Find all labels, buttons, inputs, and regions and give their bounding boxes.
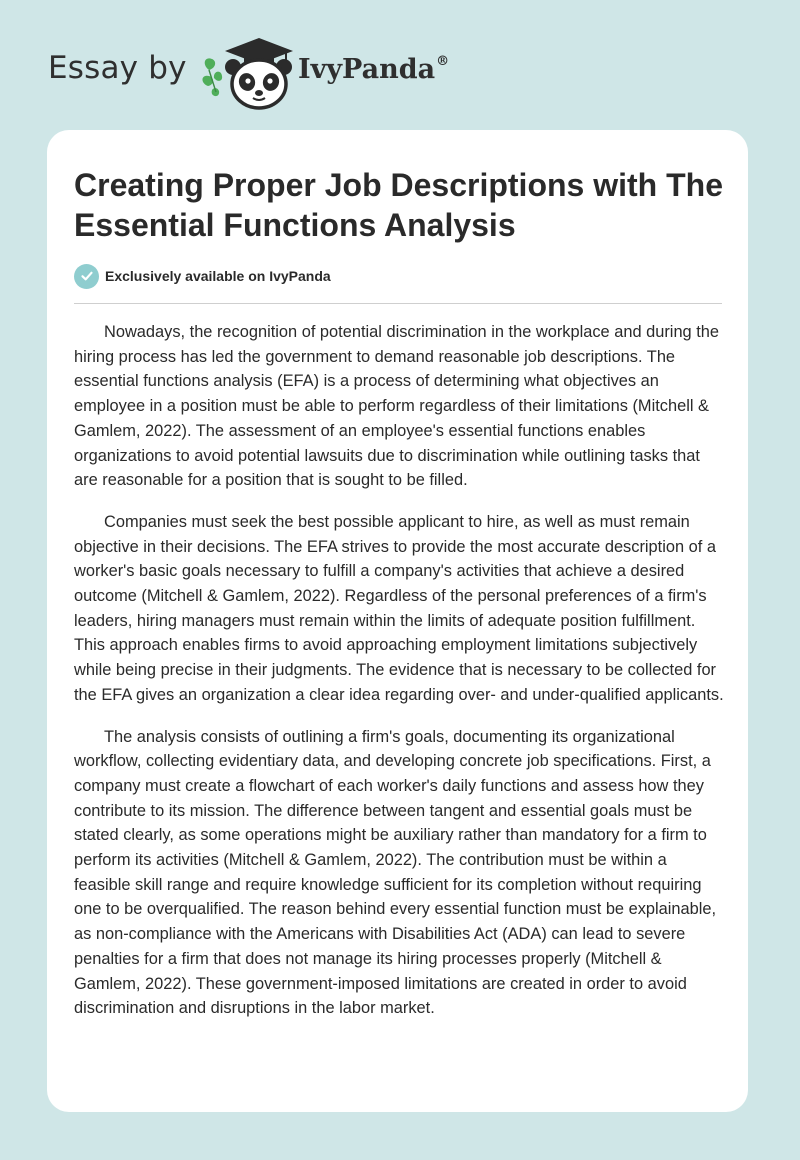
brand-name-text: IvyPanda (298, 54, 436, 85)
brand-name[interactable] (298, 54, 449, 85)
essay-card (47, 130, 748, 1112)
essay-body (74, 320, 726, 1038)
check-circle-icon (74, 264, 99, 289)
panda-graduate-logo-icon[interactable] (200, 34, 294, 110)
exclusive-badge (74, 263, 331, 289)
page-title: Creating Proper Job Descriptions with The Essential Functions Analysis (74, 167, 723, 243)
exclusive-label: Exclusively available on IvyPanda (105, 268, 331, 284)
paragraph: Companies must seek the best possible applicant to hire, as well as must remain objective in their decisions. The EFA strives to provide the most accurate description of a worker's basic goals necessary to fulfill a company's activities that achieve a desired outcome (Mitchell & Gamlem, 2022). Regardless of the personal preferences of a firm's leaders, hiring managers must remain within the limits of adequate position fulfillment. This approach enables firms to avoid approaching employment limitations subjectively while being precise in their judgments. The evidence that is necessary to be collected for the EFA gives an organization a clear idea regarding over- and under-qualified applicants. (74, 512, 724, 704)
paragraph: The analysis consists of outlining a firm's goals, documenting its organizational workflow, collecting evidentiary data, and developing concrete job specifications. First, a company must create a flowchart of each worker's daily functions and assess how they contribute to its mission. The difference between tangent and essential goals must be stated clearly, as some operations might be auxiliary rather than mandatory for a firm to perform its activities (Mitchell & Gamlem, 2022). The contribution must be within a feasible skill range and require knowledge sufficient for its completion without requiring one to be overqualified. The reason behind every essential function must be explainable, as non-compliance with the Americans with Disabilities Act (ADA) can lead to severe penalties for a firm that does not manage its hiring processes properly (Mitchell & Gamlem, 2022). These government-imposed limitations are created in order to avoid discrimination and disruptions in the labor market. (74, 727, 717, 1018)
site-header (48, 34, 468, 110)
paragraph: Nowadays, the recognition of potential discrimination in the workplace and during the hiring process has led the government to demand reasonable job descriptions. The essential functions analysis (EFA) is a process of determining what objectives an employee in a position must be able to perform regardless of their limitations (Mitchell & Gamlem, 2022). The assessment of an employee's essential functions enables organizations to avoid potential lawsuits due to discrimination while outlining tasks that are reasonable for a position that is sought to be filled. (74, 323, 720, 490)
brand-prefix: Essay by (48, 50, 187, 86)
registered-mark: ® (436, 54, 450, 69)
divider (74, 303, 722, 304)
